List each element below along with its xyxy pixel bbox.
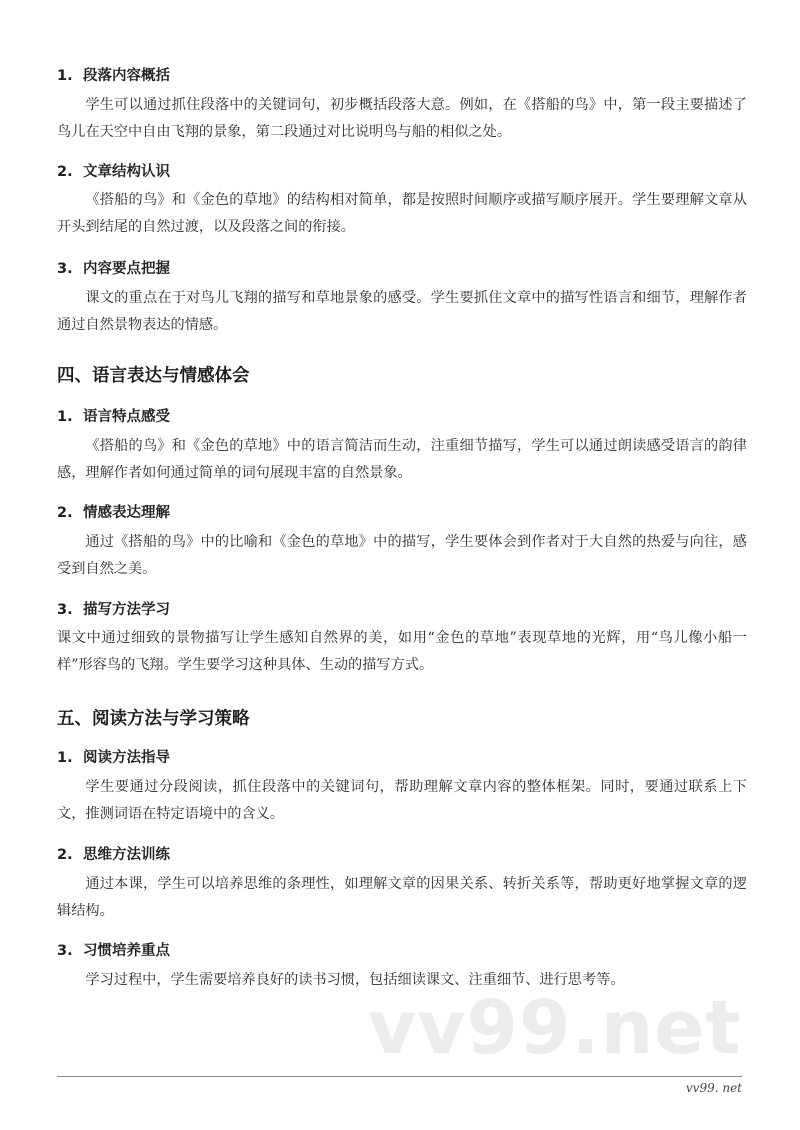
section-heading: 2. 思维方法训练 — [57, 847, 170, 863]
paragraph: 课文的重点在于对鸟儿飞翔的描写和草地景象的感受。学生要抓住文章中的描写性语言和细节，理解作者通过自然景物表达的情感。 — [57, 290, 747, 333]
paragraph: 学生可以通过抓住段落中的关键词句，初步概括段落大意。例如，在《搭船的鸟》中，第一段主要描述了鸟儿在天空中自由飞翔的景象，第二段通过对比说明鸟与船的相似之处。 — [57, 97, 747, 140]
paragraph: 学生要通过分段阅读，抓住段落中的关键词句，帮助理解文章内容的整体框架。同时，要通过联系上下文，推测词语在特定语境中的含义。 — [57, 779, 747, 822]
section-heading: 3. 描写方法学习 — [57, 602, 170, 618]
section-heading: 2. 情感表达理解 — [57, 505, 170, 521]
chapter-heading: 五、阅读方法与学习策略 — [57, 709, 250, 729]
chapter-heading: 四、语言表达与情感体会 — [57, 366, 250, 386]
footer-divider — [57, 1076, 742, 1077]
paragraph: 《搭船的鸟》和《金色的草地》的结构相对简单，都是按照时间顺序或描写顺序展开。学生要理解文章从开头到结尾的自然过渡，以及段落之间的衔接。 — [57, 192, 747, 235]
watermark: vv99.net — [368, 985, 742, 1071]
section-heading: 2. 文章结构认识 — [57, 164, 170, 180]
paragraph: 《搭船的鸟》和《金色的草地》中的语言简洁而生动，注重细节描写，学生可以通过朗读感受语言的韵律感，理解作者如何通过简单的词句展现丰富的自然景象。 — [57, 438, 747, 481]
footer-site: vv99. net — [685, 1081, 742, 1095]
paragraph: 课文中通过细致的景物描写让学生感知自然界的美，如用“金色的草地”表现草地的光辉，用“鸟儿像小船一样”形容鸟的飞翔。学生要学习这种具体、生动的描写方式。 — [57, 630, 747, 673]
paragraph: 学习过程中，学生需要培养良好的读书习惯，包括细读课文、注重细节、进行思考等。 — [85, 972, 625, 988]
section-heading: 1. 段落内容概括 — [57, 68, 170, 84]
section-heading: 3. 内容要点把握 — [57, 261, 170, 277]
section-heading: 3. 习惯培养重点 — [57, 943, 170, 959]
paragraph: 通过《搭船的鸟》中的比喻和《金色的草地》中的描写，学生要体会到作者对于大自然的热爱与向往，感受到自然之美。 — [57, 534, 747, 577]
paragraph: 通过本课，学生可以培养思维的条理性，如理解文章的因果关系、转折关系等，帮助更好地掌握文章的逻辑结构。 — [57, 876, 747, 919]
section-heading: 1. 语言特点感受 — [57, 409, 170, 425]
section-heading: 1. 阅读方法指导 — [57, 750, 170, 766]
